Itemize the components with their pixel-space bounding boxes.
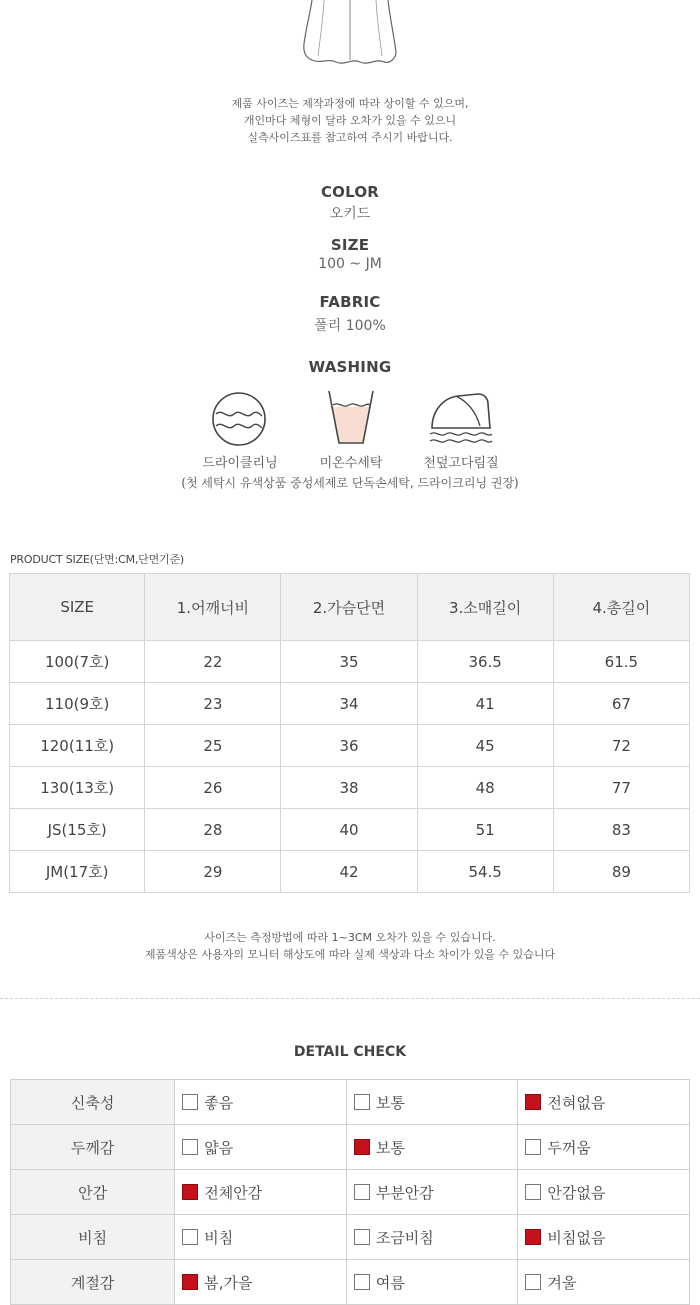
detail-option bbox=[346, 1170, 518, 1215]
washing-note: (첫 세탁시 유색상품 중성세제로 단독손세탁, 드라이크리닝 권장) bbox=[181, 476, 519, 490]
detail-check-table bbox=[10, 1079, 690, 1305]
table-cell: 29 bbox=[145, 851, 281, 893]
detail-check-title: DETAIL CHECK bbox=[293, 1044, 407, 1060]
size-header-length: 4.총길이 bbox=[553, 574, 689, 641]
washing-caption-dry: 드라이클리닝 bbox=[202, 456, 278, 471]
table-cell: 89 bbox=[553, 851, 689, 893]
detail-row-label: 계절감 bbox=[11, 1260, 175, 1305]
table-cell: 77 bbox=[553, 767, 689, 809]
option-label: 여름 bbox=[375, 1273, 405, 1292]
table-row bbox=[10, 767, 690, 809]
table-cell: 72 bbox=[553, 725, 689, 767]
option-label: 봄,가을 bbox=[204, 1273, 253, 1292]
size-header-sleeve: 3.소매길이 bbox=[417, 574, 553, 641]
checkbox-checked bbox=[525, 1094, 541, 1110]
table-cell: 51 bbox=[417, 809, 553, 851]
detail-row-lining bbox=[11, 1170, 690, 1215]
checkbox bbox=[354, 1274, 370, 1290]
detail-option bbox=[518, 1170, 690, 1215]
checkbox-checked bbox=[354, 1139, 370, 1155]
checkbox-checked bbox=[182, 1184, 198, 1200]
option-label: 겨울 bbox=[547, 1273, 577, 1292]
size-table-title: PRODUCT SIZE(단면:CM,단면기준) bbox=[10, 553, 184, 566]
option-label: 비침 bbox=[204, 1228, 234, 1247]
table-cell: 83 bbox=[553, 809, 689, 851]
table-cell: 36.5 bbox=[417, 641, 553, 683]
table-cell: 35 bbox=[281, 641, 417, 683]
checkbox bbox=[354, 1094, 370, 1110]
size-value: 100 ~ JM bbox=[318, 256, 382, 272]
checkbox bbox=[182, 1094, 198, 1110]
option-label: 비침없음 bbox=[547, 1228, 606, 1247]
dress-illustration bbox=[290, 0, 410, 70]
size-note-1: 사이즈는 측정방법에 따라 1~3CM 오차가 있을 수 있습니다. bbox=[204, 931, 496, 944]
table-cell: 26 bbox=[145, 767, 281, 809]
option-label: 보통 bbox=[375, 1138, 405, 1157]
detail-option bbox=[175, 1125, 347, 1170]
option-label: 보통 bbox=[375, 1093, 405, 1112]
lukewarm-wash-icon bbox=[321, 387, 381, 447]
table-cell: 36 bbox=[281, 725, 417, 767]
option-label: 좋음 bbox=[204, 1093, 234, 1112]
detail-option bbox=[175, 1170, 347, 1215]
checkbox-checked bbox=[182, 1274, 198, 1290]
table-cell: 110(9호) bbox=[10, 683, 145, 725]
detail-option bbox=[518, 1080, 690, 1125]
color-label: COLOR bbox=[320, 183, 380, 201]
table-cell: 130(13호) bbox=[10, 767, 145, 809]
option-label: 전혀없음 bbox=[547, 1093, 606, 1112]
table-cell: 40 bbox=[281, 809, 417, 851]
table-row bbox=[10, 683, 690, 725]
detail-row-season bbox=[11, 1260, 690, 1305]
table-cell: 38 bbox=[281, 767, 417, 809]
detail-option bbox=[518, 1260, 690, 1305]
table-cell: 28 bbox=[145, 809, 281, 851]
detail-option bbox=[346, 1080, 518, 1125]
table-cell: 120(11호) bbox=[10, 725, 145, 767]
detail-row-label: 비침 bbox=[11, 1215, 175, 1260]
checkbox bbox=[354, 1229, 370, 1245]
notice-line-2: 개인마다 체형이 달라 오차가 있을 수 있으니 bbox=[243, 114, 457, 127]
table-cell: 42 bbox=[281, 851, 417, 893]
size-notice bbox=[0, 95, 700, 146]
table-row bbox=[10, 851, 690, 893]
table-cell: 23 bbox=[145, 683, 281, 725]
checkbox bbox=[525, 1184, 541, 1200]
table-cell: 54.5 bbox=[417, 851, 553, 893]
option-label: 안감없음 bbox=[547, 1183, 606, 1202]
size-header-shoulder: 1.어깨너비 bbox=[145, 574, 281, 641]
option-label: 두꺼움 bbox=[547, 1138, 591, 1157]
checkbox bbox=[182, 1139, 198, 1155]
option-label: 부분안감 bbox=[375, 1183, 434, 1202]
washing-caption-lukewarm: 미온수세탁 bbox=[319, 456, 383, 471]
notice-line-3: 실측사이즈표를 참고하여 주시기 바랍니다. bbox=[247, 131, 453, 144]
table-cell: JS(15호) bbox=[10, 809, 145, 851]
detail-row-label: 안감 bbox=[11, 1170, 175, 1215]
size-header-chest: 2.가슴단면 bbox=[281, 574, 417, 641]
table-row bbox=[10, 725, 690, 767]
size-table bbox=[9, 573, 690, 893]
size-table-notes bbox=[0, 929, 700, 963]
table-row bbox=[10, 809, 690, 851]
washing-caption-iron: 천덮고다림질 bbox=[423, 456, 499, 471]
checkbox bbox=[354, 1184, 370, 1200]
size-table-header-row bbox=[10, 574, 690, 641]
option-label: 전체안감 bbox=[204, 1183, 263, 1202]
dry-cleaning-icon bbox=[208, 388, 270, 450]
table-cell: 67 bbox=[553, 683, 689, 725]
detail-option bbox=[518, 1125, 690, 1170]
section-divider bbox=[0, 998, 700, 999]
table-cell: 61.5 bbox=[553, 641, 689, 683]
size-label: SIZE bbox=[330, 236, 370, 254]
detail-option bbox=[175, 1215, 347, 1260]
table-row bbox=[10, 641, 690, 683]
fabric-label: FABRIC bbox=[319, 293, 381, 311]
notice-line-1: 제품 사이즈는 제작과정에 따라 상이할 수 있으며, bbox=[231, 97, 469, 110]
color-value: 오키드 bbox=[329, 206, 371, 222]
checkbox bbox=[182, 1229, 198, 1245]
table-cell: 48 bbox=[417, 767, 553, 809]
detail-option bbox=[175, 1080, 347, 1125]
size-note-2: 제품색상은 사용자의 모니터 해상도에 따라 실제 색상과 다소 차이가 있을 수 있습니다 bbox=[144, 948, 556, 961]
detail-row-sheerness bbox=[11, 1215, 690, 1260]
iron-with-cloth-icon bbox=[428, 388, 494, 446]
detail-option bbox=[175, 1260, 347, 1305]
table-cell: 41 bbox=[417, 683, 553, 725]
table-cell: 45 bbox=[417, 725, 553, 767]
checkbox bbox=[525, 1274, 541, 1290]
option-label: 얇음 bbox=[204, 1138, 234, 1157]
table-cell: JM(17호) bbox=[10, 851, 145, 893]
detail-option bbox=[346, 1215, 518, 1260]
table-cell: 22 bbox=[145, 641, 281, 683]
fabric-value: 폴리 100% bbox=[314, 318, 386, 334]
option-label: 조금비침 bbox=[375, 1228, 434, 1247]
detail-option bbox=[346, 1260, 518, 1305]
table-cell: 25 bbox=[145, 725, 281, 767]
washing-label: WASHING bbox=[308, 358, 392, 376]
table-cell: 100(7호) bbox=[10, 641, 145, 683]
table-cell: 34 bbox=[281, 683, 417, 725]
detail-option bbox=[346, 1125, 518, 1170]
detail-row-thickness bbox=[11, 1125, 690, 1170]
detail-row-label: 두께감 bbox=[11, 1125, 175, 1170]
checkbox bbox=[525, 1139, 541, 1155]
size-header-size: SIZE bbox=[10, 574, 145, 641]
detail-option bbox=[518, 1215, 690, 1260]
detail-row-label: 신축성 bbox=[11, 1080, 175, 1125]
detail-row-stretch bbox=[11, 1080, 690, 1125]
checkbox-checked bbox=[525, 1229, 541, 1245]
